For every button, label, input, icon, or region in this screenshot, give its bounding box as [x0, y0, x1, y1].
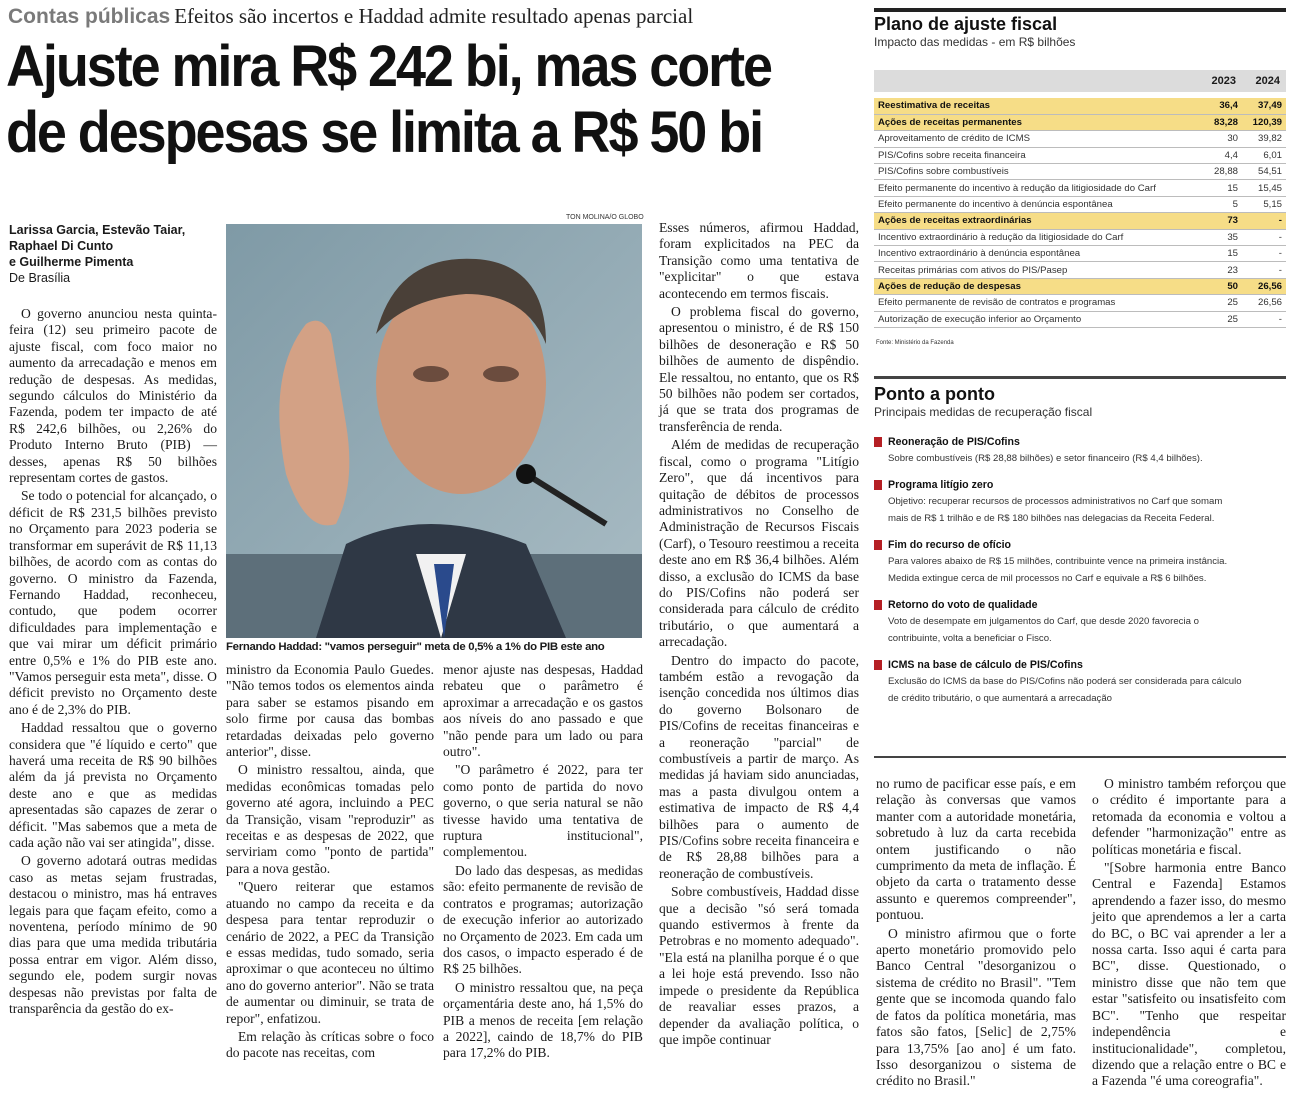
table-cell-value: 35: [1198, 229, 1242, 245]
table-cell-value: 4,4: [1198, 147, 1242, 163]
point-text: mais de R$ 1 trilhão e de R$ 180 bilhões nas delegacias da Receita Federal.: [888, 513, 1215, 524]
table-cell-label: PIS/Cofins sobre combustíveis: [874, 164, 1198, 180]
red-square-icon: [874, 540, 882, 550]
table-row: [874, 295, 1286, 311]
point-text: contribuinte, volta a beneficiar o Fisco.: [888, 633, 1052, 644]
table-row: [874, 131, 1286, 147]
paragraph: O ministro ressaltou que, na peça orçamentária deste ano, há 1,5% do PIB a menos de receita [em relação a 2022], caindo de 18,7% do PIB para 17,2% do PIB.: [443, 979, 643, 1061]
author-names-1: Larissa Garcia, Estevão Taiar,: [9, 223, 186, 237]
sidebar-top-rule: [874, 8, 1286, 12]
table-row: [874, 114, 1286, 130]
paragraph: O ministro também reforçou que o crédito é importante para a retomada da economia e voltou a defender "harmonização" entre as políticas monetária e fiscal.: [1092, 776, 1286, 857]
byline-place: De Brasília: [9, 271, 71, 285]
portrait-illustration: [226, 224, 642, 638]
table-cell-label: Reestimativa de receitas: [874, 98, 1198, 114]
headline-line-1: Ajuste mira R$ 242 bi, mas corte: [6, 34, 771, 99]
table-row: [874, 98, 1286, 114]
table-title: Plano de ajuste fiscal: [874, 14, 1058, 34]
point-item: [874, 479, 1286, 527]
point-title-text: ICMS na base de cálculo de PIS/Cofins: [888, 659, 1083, 671]
table-cell-value: -: [1242, 246, 1286, 262]
paragraph: O governo adotará outras medidas caso as metas sejam frustradas, destacou o ministro, mas há entraves legais para que façam efeito, como a noventena, período mínimo de 90 dias para que uma medida tributária possa entrar em vigor. Além disso, segundo ele, podem surgir novas despesas não previstas por falta de transparência da gestão do ex-: [9, 853, 217, 1017]
point-title: [874, 436, 1286, 448]
table-cell-value: 39,82: [1242, 131, 1286, 147]
photo-credit: TON MOLINA/O GLOBO: [566, 214, 644, 221]
article-column-2: [226, 662, 434, 1064]
table-cell-label: Autorização de execução inferior ao Orçamento: [874, 311, 1198, 327]
point-text: de crédito tributário, o que aumentará a arrecadação: [888, 693, 1112, 704]
table-header-blank: [874, 70, 1198, 92]
table-cell-label: Incentivo extraordinário à denúncia espontânea: [874, 246, 1198, 262]
table-cell-value: 15: [1198, 246, 1242, 262]
paragraph: Em relação às críticas sobre o foco do pacote nas receitas, com: [226, 1028, 434, 1061]
red-square-icon: [874, 600, 882, 610]
table-cell-value: 6,01: [1242, 147, 1286, 163]
sidebar-divider: [874, 376, 1286, 379]
table-cell-label: Receitas primárias com ativos do PIS/Pasep: [874, 262, 1198, 278]
point-title: [874, 479, 1286, 491]
table-cell-value: 26,56: [1242, 295, 1286, 311]
red-square-icon: [874, 480, 882, 490]
table-cell-label: PIS/Cofins sobre receita financeira: [874, 147, 1198, 163]
photo-caption: Fernando Haddad: "vamos perseguir" meta de 0,5% a 1% do PIB este ano: [226, 641, 605, 653]
table-cell-value: -: [1242, 262, 1286, 278]
table-row: [874, 164, 1286, 180]
table-cell-value: 83,28: [1198, 114, 1242, 130]
points-header: [874, 384, 1286, 419]
point-title: [874, 599, 1286, 611]
table-cell-label: Ações de receitas extraordinárias: [874, 213, 1198, 229]
table-header-2023: 2023: [1198, 70, 1242, 92]
article-column-4: [659, 220, 859, 1050]
fiscal-adjustment-table: [874, 70, 1286, 328]
point-text: Sobre combustíveis (R$ 28,88 bilhões) e setor financeiro (R$ 4,4 bilhões).: [888, 453, 1203, 464]
table-cell-value: 23: [1198, 262, 1242, 278]
point-title: [874, 659, 1286, 671]
point-text: Voto de desempate em julgamentos do Carf, que desde 2020 favorecia o: [888, 616, 1199, 627]
paragraph: Sobre combustíveis, Haddad disse que a decisão "só será tomada quando estivermos à frente da Petrobras e no momento adequado". "Ela está na planilha porque é o que a lei hoje está prevendo. Isso não impede o presidente da República de reavaliar esses prazos, a depender da avaliação política, o que impõe continuar: [659, 884, 859, 1047]
point-text: Objetivo: recuperar recursos de processos administrativos no Carf que somam: [888, 496, 1223, 507]
table-cell-label: Aproveitamento de crédito de ICMS: [874, 131, 1198, 147]
table-cell-label: Incentivo extraordinário à redução da litigiosidade do Carf: [874, 229, 1198, 245]
table-cell-label: Ações de receitas permanentes: [874, 114, 1198, 130]
table-cell-value: 73: [1198, 213, 1242, 229]
table-row: [874, 213, 1286, 229]
paragraph: Além de medidas de recuperação fiscal, como o programa "Litígio Zero", que dá incentivos para quitação de débitos de processos administrativos no Conselho de Administração de Recursos Fiscais (Carf), o Tesouro reestimou a receita deste ano em R$ 36,4 bilhões. Além disso, a exclusão do ICMS da base do PIS/Cofins não poderá ser considerada para cálculo de crédito tributário, o que aumentará a arrecadação.: [659, 437, 859, 650]
paragraph: O ministro ressaltou, ainda, que medidas econômicas tomadas pelo governo até agora, incluindo a PEC da Transição, visam "reproduzir" as receitas e as despesas de 2022, que serviriam como "ponto de partida" para a nova gestão.: [226, 762, 434, 876]
paragraph: Do lado das despesas, as medidas são: efeito permanente de revisão de contratos e programas; autorização de execução inferior ao autorizado no Orçamento de 2023. Em cada um dos casos, o impacto esperado é de R$ 25 bilhões.: [443, 862, 643, 977]
article-column-5: [876, 776, 1076, 1092]
headline: [6, 34, 806, 166]
table-cell-label: Efeito permanente do incentivo à denúncia espontânea: [874, 196, 1198, 212]
point-title: [874, 539, 1286, 551]
paragraph: Se todo o potencial for alcançado, o déficit de R$ 231,5 bilhões previsto no Orçamento para 2023 poderia se transformar em superávit de R$ 11,13 bilhões, de acordo com as contas do governo. O ministro da Fazenda, Fernando Haddad, reconheceu, contudo, que podem ocorrer dificuldades para implementação e que vai mirar um déficit primário entre 0,5% e 1% do PIB este ano. "Vamos perseguir esta meta", disse. O déficit previsto no Orçamento deste ano é de 2,3% do PIB.: [9, 488, 217, 717]
table-cell-value: 37,49: [1242, 98, 1286, 114]
table-row: [874, 229, 1286, 245]
point-item: [874, 539, 1286, 587]
table-row: [874, 246, 1286, 262]
table-row: [874, 311, 1286, 327]
photo-fernando-haddad: [226, 224, 642, 638]
red-square-icon: [874, 660, 882, 670]
table-cell-label: Efeito permanente de revisão de contratos e programas: [874, 295, 1198, 311]
paragraph: menor ajuste nas despesas, Haddad rebateu que o parâmetro é aproximar a arrecadação e os gastos aos níveis do ano passado e que "não pende para um lado ou para outro".: [443, 662, 643, 760]
paragraph: O governo anunciou nesta quinta-feira (12) seu primeiro pacote de ajuste fiscal, com foco maior no aumento da arrecadação e menos em redução de despesas. As medidas, segundo cálculos do Ministério da Fazenda, podem ter impacto de até R$ 242,6 bilhões, ou 2,26% do Produto Interno Bruto (PIB) — desses, apenas R$ 50 bilhões representam cortes de gastos.: [9, 306, 217, 486]
sidebar-bottom-rule: [874, 756, 1286, 758]
table-cell-value: 25: [1198, 311, 1242, 327]
paragraph: Haddad ressaltou que o governo considera que "é líquido e certo" que haverá uma receita de R$ 90 bilhões além da já prevista no Orçamento deste ano e que as medidas apresentadas são capazes de zerar o déficit. "Mas sabemos que a meta de cada ação não vai ser atingida", disse.: [9, 720, 217, 850]
table-cell-label: Ações de redução de despesas: [874, 278, 1198, 294]
headline-line-2: de despesas se limita a R$ 50 bi: [6, 100, 763, 165]
table-body: [874, 98, 1286, 327]
author-names-3: e Guilherme Pimenta: [9, 255, 134, 269]
table-subtitle: Impacto das medidas - em R$ bilhões: [874, 35, 1076, 49]
table-cell-value: -: [1242, 213, 1286, 229]
table-cell-value: 30: [1198, 131, 1242, 147]
point-title-text: Fim do recurso de ofício: [888, 539, 1012, 551]
table-cell-value: 28,88: [1198, 164, 1242, 180]
article-kicker: [8, 4, 858, 32]
article-subtitle: Efeitos são incertos e Haddad admite resultado apenas parcial: [174, 4, 694, 28]
table-header-2024: 2024: [1242, 70, 1286, 92]
point-item: [874, 659, 1286, 707]
paragraph: Dentro do impacto do pacote, também estão a revogação da isenção concedida nos últimos dias do governo Bolsonaro de PIS/Cofins de receitas financeiras e a reoneração "parcial" de combustíveis a partir de março. As medidas já haviam sido anunciadas, mas a pasta divulgou ontem a estimativa de impacto de R$ 4,4 bilhões para o aumento de PIS/Cofins sobre receita financeira e de R$ 28,88 bilhões para a reoneração de combustíveis.: [659, 652, 859, 881]
table-cell-value: 54,51: [1242, 164, 1286, 180]
table-cell-value: 26,56: [1242, 278, 1286, 294]
article-column-1: [9, 306, 217, 1019]
paragraph: O ministro afirmou que o forte aperto monetário promovido pelo Banco Central "desorganizou o sistema de crédito no Brasil". "Tem gente que se incomoda quando falo de fatos da política monetária, mas fatos são fatos, [Selic] de 2,75% para 13,75% [ao ano] é um fato. Isso desorganizou o sistema de crédito no Brasil.": [876, 925, 1076, 1089]
table-cell-value: 25: [1198, 295, 1242, 311]
points-subtitle: Principais medidas de recuperação fiscal: [874, 405, 1093, 419]
table-cell-value: 15: [1198, 180, 1242, 196]
point-item: [874, 436, 1286, 467]
section-label: Contas públicas: [8, 5, 171, 28]
table-cell-label: Efeito permanente do incentivo à redução da litigiosidade do Carf: [874, 180, 1198, 196]
point-title-text: Reoneração de PIS/Cofins: [888, 436, 1020, 448]
table-cell-value: 120,39: [1242, 114, 1286, 130]
paragraph: "O parâmetro é 2022, para ter como ponto de partida do novo governo, o que seria natural se não tivesse havido uma tentativa de ruptura institucional", complementou.: [443, 762, 643, 860]
paragraph: Esses números, afirmou Haddad, foram explicitados na PEC da Transição como uma tentativa de "explicitar" o que estava acontecendo em termos fiscais.: [659, 220, 859, 301]
table-row: [874, 196, 1286, 212]
paragraph: O problema fiscal do governo, apresentou o ministro, é de R$ 150 bilhões de desoneração e R$ 50 bilhões de aumento de dispêndio. Ele ressaltou, no entanto, que os R$ 50 bilhões não podem ser cortados, já que se trata dos programas de transferência de renda.: [659, 304, 859, 434]
table-cell-value: -: [1242, 229, 1286, 245]
table-cell-value: 15,45: [1242, 180, 1286, 196]
table-cell-value: 36,4: [1198, 98, 1242, 114]
table-row: [874, 278, 1286, 294]
paragraph: "Quero reiterar que estamos atuando no campo da receita e da despesa para tentar reproduzir o cenário de 2022, a PEC da Transição e essas medidas, tudo somado, seria aproximar o que aconteceu no último ano do governo anterior". Não se trata de aumentar ou diminuir, se trata de repor", enfatizou.: [226, 879, 434, 1026]
point-title-text: Retorno do voto de qualidade: [888, 599, 1038, 611]
byline: [9, 222, 219, 286]
table-row: [874, 262, 1286, 278]
point-text: Medida extingue cerca de mil processos no Carf e equivale a R$ 6 bilhões.: [888, 573, 1207, 584]
points-title: Ponto a ponto: [874, 384, 995, 404]
point-item: [874, 599, 1286, 647]
table-row: [874, 180, 1286, 196]
article-column-6: [1092, 776, 1286, 1092]
author-names-2: Raphael Di Cunto: [9, 239, 114, 253]
red-square-icon: [874, 437, 882, 447]
point-text: Exclusão do ICMS da base do PIS/Cofins não poderá ser considerada para cálculo: [888, 676, 1242, 687]
table-header: [874, 14, 1286, 49]
paragraph: ministro da Economia Paulo Guedes. "Não temos todos os elementos ainda para saber se estamos pisando em solo firme por causa das bombas retardadas deixadas pelo governo anterior", disse.: [226, 662, 434, 760]
point-text: Para valores abaixo de R$ 15 milhões, contribuinte vence na primeira instância.: [888, 556, 1228, 567]
table-header-row: [874, 70, 1286, 92]
table-cell-value: -: [1242, 311, 1286, 327]
table-row: [874, 147, 1286, 163]
paragraph: no rumo de pacificar esse país, e em relação às conversas que vamos manter com a autoridade monetária, sobretudo à luz da carta recebida ontem justificando o não cumprimento da meta de inflação. É objeto da carta o tratamento desse assunto e queremos compreender", pontuou.: [876, 776, 1076, 923]
article-column-3: [443, 662, 643, 1064]
table-cell-value: 50: [1198, 278, 1242, 294]
table-source: Fonte: Ministério da Fazenda: [876, 340, 954, 346]
table-cell-value: 5: [1198, 196, 1242, 212]
points-list: [874, 436, 1286, 719]
point-title-text: Programa litígio zero: [888, 479, 994, 491]
paragraph: "[Sobre harmonia entre Banco Central e Fazenda] Estamos aprendendo a fazer isso, do mesmo jeito que aprendemos a ler a carta do BC, o BC vai aprender a ler a nossa carta. Isso aqui é carta para BC", disse. Questionado, o ministro disse que não tem que estar "satisfeito ou insatisfeito com BC". "Tenho que respeitar independência e institucionalidade", completou, dizendo que a relação entre o BC e a Fazenda "é uma coreografia".: [1092, 860, 1286, 1089]
table-cell-value: 5,15: [1242, 196, 1286, 212]
